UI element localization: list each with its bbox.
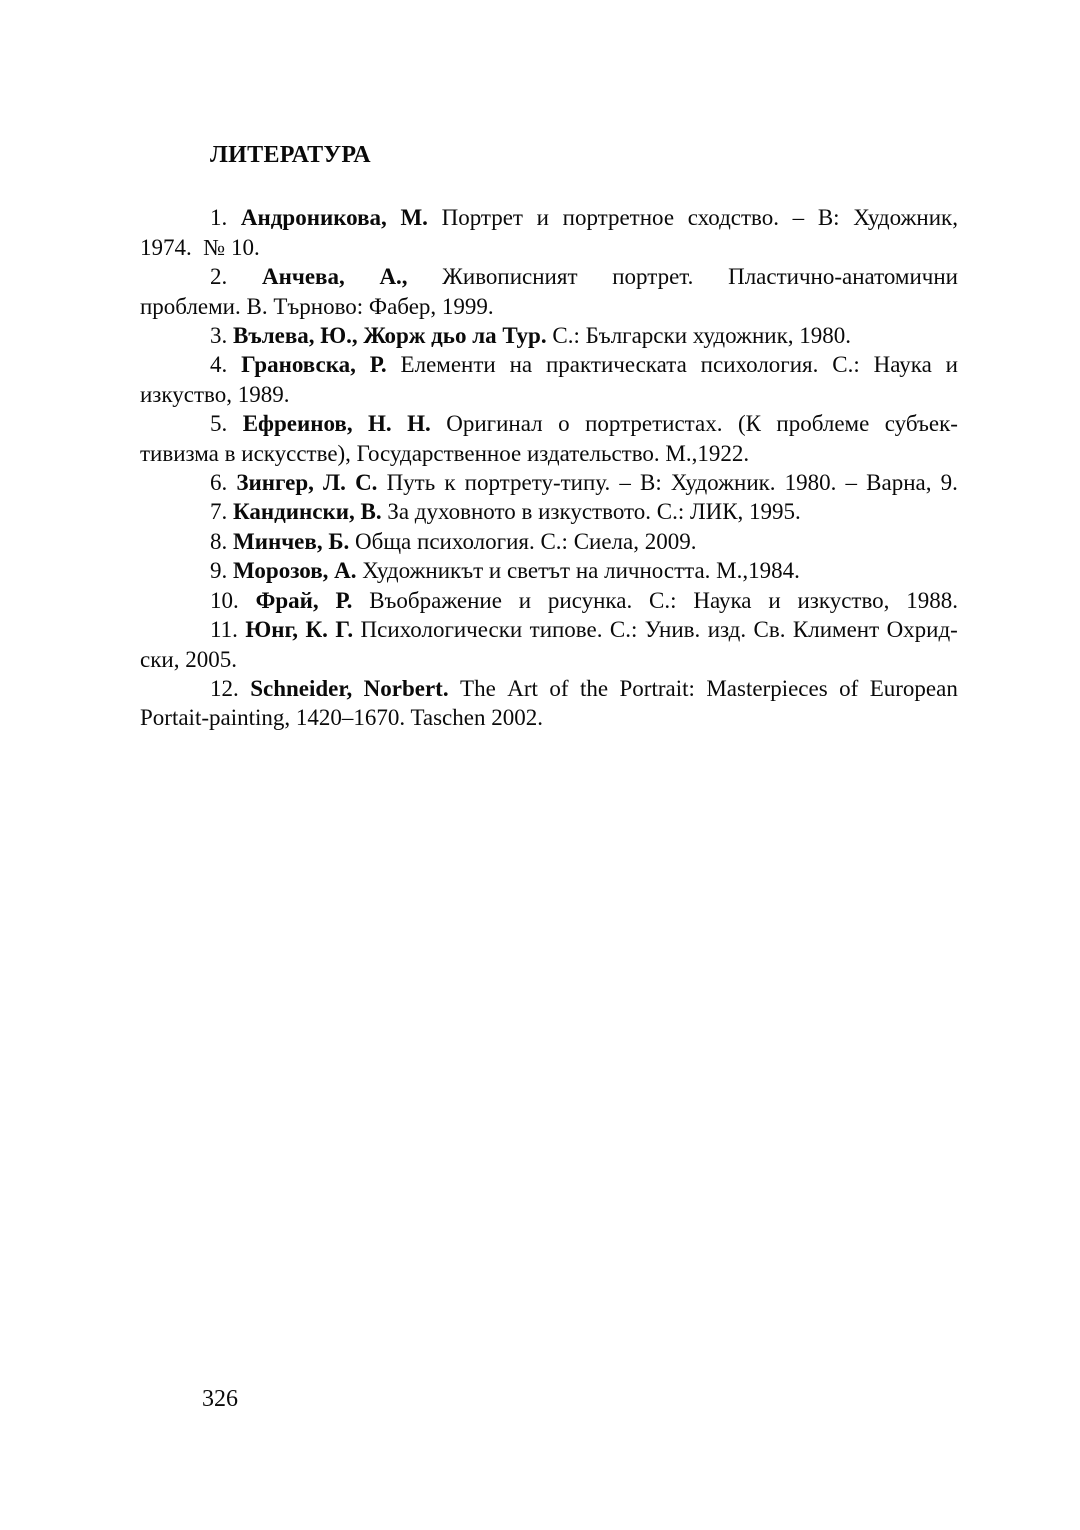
reference-text: и (768, 587, 781, 613)
reference-text: 1988. (906, 587, 958, 613)
reference-line (140, 203, 958, 232)
section-heading: ЛИТЕРАТУРА (210, 142, 371, 168)
reference-text: Путь (386, 470, 436, 496)
reference-text: С.: Български художник, 1980. (546, 323, 851, 349)
reference-text: 5. (210, 411, 228, 437)
reference-author: Р. (335, 587, 353, 613)
reference-line (140, 615, 958, 644)
reference-author: А., (379, 264, 408, 290)
reference-text: – (792, 205, 805, 231)
reference-line (140, 468, 958, 497)
reference-text: на (509, 352, 533, 378)
reference-text: Художник. (670, 470, 776, 496)
reference-text: Наука (693, 587, 752, 613)
reference-item (140, 497, 958, 526)
reference-line (140, 527, 958, 556)
reference-text: 4. (210, 352, 228, 378)
reference-line (140, 350, 958, 379)
reference-line (140, 409, 958, 438)
reference-text: типове. (529, 617, 603, 643)
reference-text: Варна, (866, 470, 932, 496)
reference-text: В: (639, 470, 662, 496)
reference-line (140, 497, 958, 526)
reference-text: Унив. (644, 617, 701, 643)
reference-text: изкуство, 1989. (140, 381, 290, 407)
reference-author: Н. (368, 411, 392, 437)
reference-text: портрету-типу. (464, 470, 611, 496)
reference-text: 1980. (784, 470, 837, 496)
bibliography (140, 141, 958, 733)
reference-text: портрет. (612, 264, 694, 290)
reference-author: Norbert. (363, 675, 449, 701)
reference-text: портретистах. (585, 411, 723, 437)
reference-author: Л. (323, 470, 346, 496)
reference-text: ски, 2005. (140, 646, 237, 672)
reference-text: изкуство, (797, 587, 890, 613)
reference-text: Климент (792, 617, 880, 643)
reference-author: Фрай, (255, 587, 319, 613)
reference-text: Оригинал (446, 411, 543, 437)
reference-text: портретное (562, 205, 675, 231)
reference-text: 1974. № 10. (140, 234, 260, 260)
reference-text: В: (817, 205, 840, 231)
reference-text: Пластично-анатомични (728, 264, 958, 290)
reference-text: к (444, 470, 456, 496)
reference-text: (К (737, 411, 761, 437)
reference-text: Св. (753, 617, 786, 643)
reference-line (140, 380, 958, 409)
reference-text: За духовното в изкуството. С.: ЛИК, 1995. (381, 499, 801, 525)
reference-author: Морозов, А. (233, 558, 357, 584)
reference-text: Обща психология. С.: Сиела, 2009. (349, 528, 697, 554)
reference-item (140, 615, 958, 674)
reference-text: и (536, 205, 549, 231)
reference-text: Художник, (853, 205, 958, 231)
reference-text: Портрет (441, 205, 523, 231)
reference-text: практическата (546, 352, 687, 378)
reference-text: European (869, 675, 958, 701)
reference-author: Schneider, (250, 675, 353, 701)
reference-text: 9. (210, 558, 233, 584)
reference-item (140, 527, 958, 556)
reference-text: 2. (210, 264, 228, 290)
reference-text: Художникът и светът на личността. М.,1984. (356, 558, 800, 584)
reference-text: Portrait: (619, 675, 695, 701)
reference-author: С. (355, 470, 378, 496)
reference-text: и (945, 352, 958, 378)
reference-text: Охрид- (886, 617, 958, 643)
reference-text: Живописният (442, 264, 578, 290)
reference-author: Грановска, (241, 352, 356, 378)
reference-line (140, 556, 958, 585)
reference-text: С.: (832, 352, 860, 378)
reference-text: – (619, 470, 631, 496)
reference-line (140, 586, 958, 615)
reference-text: С.: (649, 587, 677, 613)
reference-text: Елементи (400, 352, 496, 378)
reference-line (140, 262, 958, 291)
reference-line (140, 439, 958, 468)
reference-author: Р. (369, 352, 387, 378)
reference-text: 1. (210, 205, 228, 231)
reference-text: 11. (210, 617, 238, 643)
reference-author: Н. (407, 411, 431, 437)
reference-text: Art (507, 675, 538, 701)
reference-item (140, 468, 958, 497)
reference-author: Вълева, Ю., Жорж дьо ла Тур. (233, 323, 547, 349)
reference-line (140, 703, 958, 732)
reference-item (140, 350, 958, 409)
reference-text: 12. (210, 675, 239, 701)
reference-text: Masterpieces (706, 675, 828, 701)
reference-text: of (549, 675, 569, 701)
reference-item (140, 674, 958, 733)
reference-text: проблеми. В. Търново: Фабер, 1999. (140, 293, 494, 319)
reference-author: Андроникова, (240, 205, 387, 231)
reference-text: о (558, 411, 570, 437)
reference-text: сходство. (687, 205, 779, 231)
reference-list (140, 203, 958, 732)
reference-text: Наука (873, 352, 932, 378)
reference-text: проблеме (776, 411, 870, 437)
reference-author: Юнг, (245, 617, 299, 643)
reference-author: Г. (335, 617, 354, 643)
reference-line (140, 292, 958, 321)
reference-line (140, 674, 958, 703)
reference-text: изд. (707, 617, 747, 643)
reference-text: of (839, 675, 859, 701)
reference-item (140, 586, 958, 615)
reference-text: 3. (210, 323, 233, 349)
reference-author: Минчев, Б. (233, 528, 350, 554)
reference-item (140, 203, 958, 262)
reference-text: С.: (609, 617, 638, 643)
reference-author: М. (400, 205, 428, 231)
reference-author: Зингер, (236, 470, 314, 496)
reference-text: 10. (210, 587, 239, 613)
reference-text: – (845, 470, 858, 496)
reference-text: Portait-painting, 1420–1670. Taschen 2002. (140, 705, 543, 731)
reference-item (140, 556, 958, 585)
heading-spacer (140, 170, 958, 203)
reference-author: Ефреинов, (242, 411, 353, 437)
reference-text: и (518, 587, 532, 613)
reference-text: рисунка. (547, 587, 633, 613)
reference-text: Психологически (360, 617, 523, 643)
reference-text: 7. (210, 499, 233, 525)
reference-item (140, 262, 958, 321)
reference-text: 9. (940, 470, 958, 496)
reference-text: тивизма в искусстве), Государственное издательство. М.,1922. (140, 440, 750, 466)
reference-line (140, 645, 958, 674)
reference-text: 8. (210, 528, 233, 554)
reference-text: психология. (700, 352, 819, 378)
reference-line (140, 321, 958, 350)
reference-text: субъек- (884, 411, 958, 437)
reference-item (140, 321, 958, 350)
reference-author: Кандински, В. (233, 499, 382, 525)
reference-text: Въображение (369, 587, 502, 613)
reference-author: Анчева, (261, 264, 345, 290)
reference-text: The (460, 675, 496, 701)
reference-line (140, 233, 958, 262)
reference-item (140, 409, 958, 468)
reference-text: the (579, 675, 609, 701)
reference-author: К. (305, 617, 328, 643)
page-number: 326 (202, 1386, 238, 1412)
reference-text: 6. (210, 470, 228, 496)
